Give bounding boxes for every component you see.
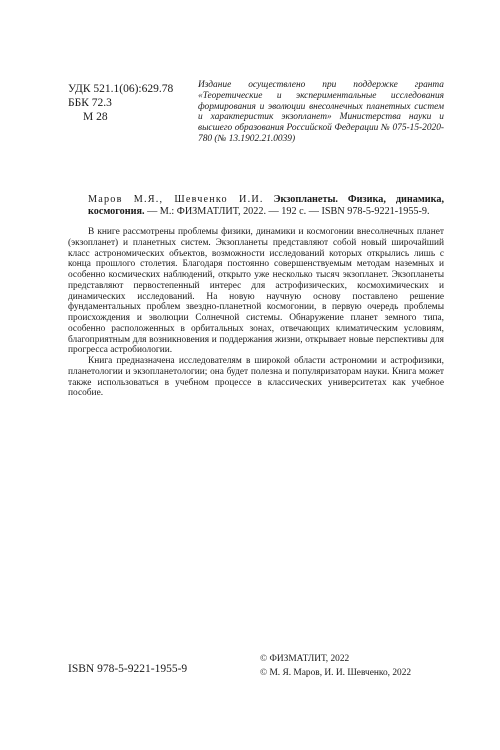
author-mark: М 28 [83,111,108,123]
authors: Маров М.Я., Шевченко И.И. [88,194,264,205]
copyright-publisher: © ФИЗМАТЛИТ, 2022 [260,654,350,664]
book-title: Экзопланеты. Физика, динамика, космогония. [88,194,444,217]
abstract-paragraph: В книге рассмотрены проблемы физики, динамики и космогонии внесолнечных планет (экзопланет) и планетных систем. Экзопланеты представляют собой новый широчайший класс астрономических объектов, возможности исследований которых открылись лишь с конца прошлого столетия. Благодаря постоянно совершенствуемым методам наземных и особенно космических наблюдений, открыто уже несколько тысяч экзопланет. Экзопланеты представляют первостепенный интерес для астрофизических, космохимических и динамических исследований. На новую научную основу поставлено решение фундаментальных проблем звездно-планетной космогонии, в первую очередь проблемы происхождения и эволюции Солнечной системы. Обнаружение планет земного типа, особенно расположенных в орбитальных зонах, отвечающих климатическим условиям, благоприятным для возникновения и поддержания жизни, открывает новые перспективы для прогресса астробиологии. [68,227,444,356]
bibliographic-record [88,194,444,217]
bbk-code: ББК 72.3 [68,97,112,109]
abstract [68,227,444,399]
grant-note: Издание осуществлено при поддержке гранта «Теоретические и экспериментальные исследования формирования и эволюции внесолнечных планетных систем и характеристик экзопланет» Министерства науки и высшего образования Российской Федерации № 075-15-2020-780 (№ 13.1902.21.0039) [198,80,444,144]
classification-block [68,82,198,124]
copyright-authors: © М. Я. Маров, И. И. Шевченко, 2022 [260,668,412,678]
copyright-block [260,652,411,680]
udk-code: УДК 521.1(06):629.78 [68,83,174,95]
imprint: — М.: ФИЗМАТЛИТ, 2022. — 192 с. — ISBN 978-5-9221-1955-9. [147,205,430,217]
abstract-paragraph: Книга предназначена исследователям в широкой области астрономии и астрофизики, планетологии и экзопланетологии; она будет полезна и популяризаторам науки. Книга может также использоваться в учебном процессе в классических университетах как учебное пособие. [68,356,444,399]
isbn: ISBN 978-5-9221-1955-9 [68,663,188,675]
